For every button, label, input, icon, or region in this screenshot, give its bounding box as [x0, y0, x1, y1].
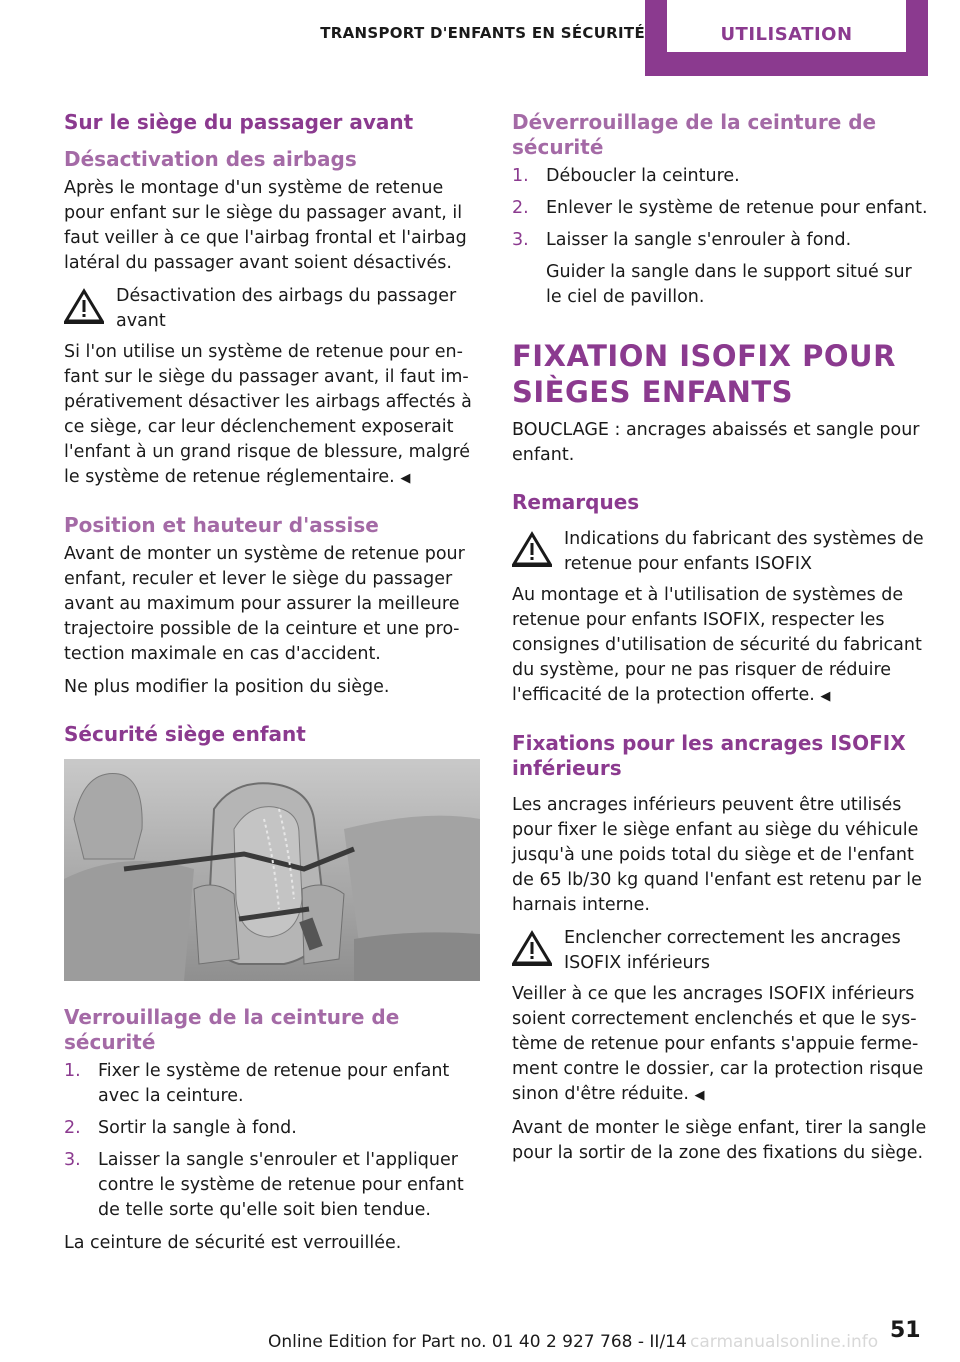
- steps-belt-unlocking: [512, 164, 928, 310]
- warning-title: Désactivation des airbags du passager avant: [116, 286, 457, 331]
- heading-seat-position: Position et hauteur d'assise: [64, 513, 379, 537]
- heading-belt-unlocking: Déverrouillage de la ceinture de sécurité: [512, 110, 877, 159]
- paragraph-belt-locked: La ceinture de sécurité est verrouillée.: [64, 1233, 402, 1253]
- list-item: 2. Sortir la sangle à fond.: [64, 1118, 297, 1138]
- left-column: [64, 110, 480, 1264]
- child-seat-photo: [64, 759, 480, 981]
- warning-anchors: [512, 926, 928, 976]
- heading-passenger-seat: Sur le siège du passager avant: [64, 110, 414, 134]
- heading-airbag-deactivation: Désactivation des airbags: [64, 147, 357, 171]
- chapter-tab-label: UTILISATION: [667, 0, 906, 52]
- paragraph-anchors: Les ancrages inférieurs peuvent être utilisés pour fixer le siège enfant au siège du véhicule jusqu'à une poids total du siège et de l'enfant de 65 lb/30 kg quand l'enfant est retenu par le harnais interne.: [512, 795, 922, 915]
- warning-airbags: [64, 284, 480, 334]
- end-mark: ◀: [820, 689, 831, 704]
- list-item: 3. Laisser la sangle s'enrouler et l'appliquer contre le système de retenue pour enfant de telle sorte qu'elle soit bien tendue.: [64, 1150, 464, 1220]
- heading-isofix: FIXATION ISOFIX POUR SIÈGES ENFANTS: [512, 339, 896, 409]
- warning-title: Indications du fabricant des systèmes de retenue pour enfants ISOFIX: [564, 529, 924, 574]
- list-item: 3. Laisser la sangle s'enrouler à fond. Guider la sangle dans le support situé sur le ciel de pavillon.: [512, 230, 912, 307]
- list-item: 1. Fixer le système de retenue pour enfant avec la ceinture.: [64, 1061, 450, 1106]
- warning-body-airbags: Si l'on utilise un système de retenue pour enfant sur le siège du passager avant, il faut impérativement désactiver les airbags affectés à ce siège, car leur déclenchement exposerait l'enfant à un grand risque de blessure, malgré le système de retenue réglementaire. ◀: [64, 342, 472, 487]
- warning-body-isofix: Au montage et à l'utilisation de systèmes de retenue pour enfants ISOFIX, respecter les consignes d'utilisation de sécurité du fabricant du système, pour ne pas risquer de réduire l'efficacité de la protection offerte. ◀: [512, 585, 922, 705]
- warning-title: Enclencher correctement les ancrages ISOFIX inférieurs: [564, 928, 901, 973]
- heading-belt-locking: Verrouillage de la ceinture de sécurité: [64, 1005, 400, 1054]
- end-mark: ◀: [694, 1088, 705, 1103]
- warning-triangle-icon: [512, 531, 552, 567]
- warning-isofix-manufacturer: [512, 527, 928, 577]
- warning-body-anchors: Veiller à ce que les ancrages ISOFIX inférieurs soient correctement enclenchés et que le système de retenue pour enfants s'appuie fermement contre le dossier, car la protection risque sinon d'être réduite. ◀: [512, 984, 924, 1104]
- warning-triangle-icon: [512, 930, 552, 966]
- list-item: 2. Enlever le système de retenue pour enfant.: [512, 198, 928, 218]
- edition-footer: Online Edition for Part no. 01 40 2 927 768 - II/14: [268, 1332, 687, 1352]
- paragraph-airbags: Après le montage d'un système de retenue pour enfant sur le siège du passager avant, il faut veiller à ce que l'airbag frontal et l'airbag latéral du passager avant soient désactivés.: [64, 178, 467, 273]
- paragraph-final: Avant de monter le siège enfant, tirer la sangle pour la sortir de la zone des fixations du siège.: [512, 1118, 927, 1163]
- paragraph-position: Avant de monter un système de retenue pour enfant, reculer et lever le siège du passager avant au maximum pour assurer la meilleure trajectoire possible de la ceinture et une protection maximale en cas d'accident.: [64, 544, 465, 664]
- heading-isofix-anchors: Fixations pour les ancrages ISOFIX inférieurs: [512, 731, 906, 780]
- end-mark: ◀: [400, 471, 411, 486]
- steps-belt-locking: [64, 1059, 480, 1223]
- list-item: 1. Déboucler la ceinture.: [512, 166, 740, 186]
- chapter-tab: [645, 0, 928, 76]
- warning-triangle-icon: [64, 288, 104, 324]
- running-header: TRANSPORT D'ENFANTS EN SÉCURITÉ: [320, 24, 645, 42]
- paragraph-position-2: Ne plus modifier la position du siège.: [64, 677, 390, 697]
- watermark: carmanualsonline.info: [690, 1332, 879, 1352]
- heading-remarks: Remarques: [512, 490, 640, 514]
- paragraph-bouclage: BOUCLAGE : ancrages abaissés et sangle pour enfant.: [512, 420, 920, 465]
- right-column: [512, 110, 928, 1174]
- heading-child-seat-safety: Sécurité siège enfant: [64, 722, 306, 746]
- page-number: 51: [890, 1318, 921, 1343]
